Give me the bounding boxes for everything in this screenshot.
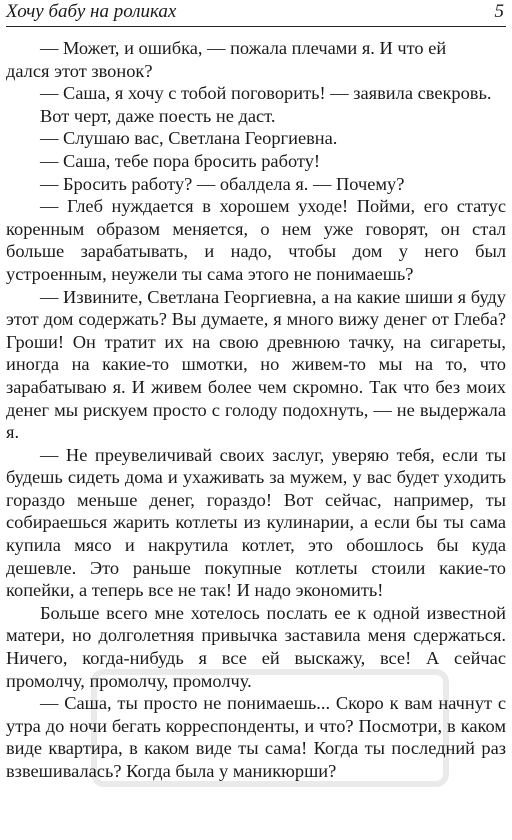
paragraph-4: — Слушаю вас, Светлана Георгиевна. [40,128,338,149]
running-header [6,0,506,27]
body-text [6,37,506,783]
paragraph-7: — Глеб нуждается в хорошем уходе! Пойми, его статус коренным образом меняется, о нем уже говорят, он стал больше зарабатывать, и надо, чтобы дом у него был устроенным, неужели ты сама этого не понимаешь? [6,196,506,284]
page-number: 5 [494,1,504,22]
paragraph-1: дался этот звонок? [6,60,153,81]
running-title: Хочу бабу на роликах [6,1,177,22]
paragraph-11: — Саша, ты просто не понимаешь... Скоро к вам начнут с утра до ночи бегать корреспонденты, и что? Посмотри, в каком виде квартира, в каком виде ты сама! Когда ты последний раз взвешивалась? Когда была у маникюрши? [6,693,506,781]
paragraph-2: — Саша, я хочу с тобой поговорить! — заявила свекровь. [40,83,492,104]
paragraph-6: — Бросить работу? — обалдела я. — Почему? [40,173,405,194]
paragraph-3: Вот черт, даже поесть не даст. [40,105,276,126]
paragraph-10: Больше всего мне хотелось послать ее к одной известной матери, но долголетняя привычка заставила меня сдержаться. Ничего, когда-нибудь я все ей выскажу, все! А сейчас промолчу, промолчу, промолчу. [6,602,506,691]
paragraph-5: — Саша, тебе пора бросить работу! [40,150,321,171]
paragraph-9: — Не преувеличивай своих заслуг, уверяю тебя, если ты будешь сидеть дома и ухаживать за мужем, у вас будет уходить гораздо меньше денег, гораздо! Вот сейчас, например, ты собираешься жарить котлеты из кулинарии, а если бы ты сама купила мясо и накрутила котлет, это обошлось бы куда дешевле. Это раньше покупные котлеты стоили какие-то копейки, а теперь все не так! И надо экономить! [6,444,506,601]
paragraph-8: — Извините, Светлана Георгиевна, а на какие шиши я буду этот дом содержать? Вы думаете, я много вижу денег от Глеба? Гроши! Он тратит их на свою древнюю тачку, на сигареты, иногда на какие-то шмотки, но живем-то мы на то, что зарабатываю я. И живем более чем скромно. Так что без моих денег мы рискуем просто с голоду подохнуть, — не выдержала я. [6,286,506,443]
paragraph-first-line: — Может, и ошибка, — пожала плечами я. И что ей [40,38,447,58]
